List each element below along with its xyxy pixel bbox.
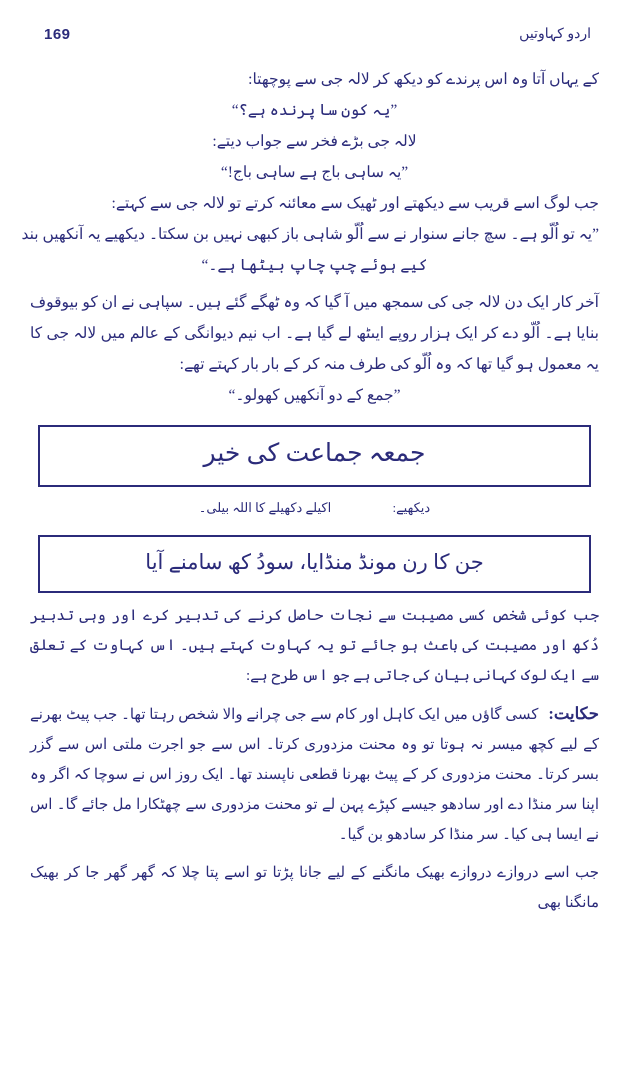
story-first-paragraph xyxy=(30,699,599,850)
cross-reference-value: اکیلے دکھیلے کا اللہ بیلی۔ xyxy=(198,500,332,515)
story-label: حکایت: xyxy=(548,704,599,723)
page-body xyxy=(21,64,599,918)
paragraph: آخر کار ایک دن لالہ جی کی سمجھ میں آ گیا کہ وہ ٹھگے گئے ہیں۔ سپاہی نے ان کو بیوقوف بنایا ہے۔ اُلّو دے کر ایک ہزار روپے ایںٹھ لے گیا ہے۔ اب نیم دیوانگی کے عالم میں لالہ جی کا یہ معمول ہو گیا تھا کہ وہ اُلّو کی طرف منہ کر کے بار بار کہتے تھے: xyxy=(30,294,599,373)
story-text: کسی گاؤں میں ایک کاہل اور کام سے جی چرانے والا شخص رہتا تھا۔ جب پیٹ بھرنے کے لیے کچھ میسر نہ ہوتا تو وہ محنت مزدوری کرتا۔ اس سے جو اجرت ملتی اس سے گزر بسر کرتا۔ محنت مزدوری کر کے پیٹ بھرنا قطعی ناپسند تھا۔ ایک روز اس نے سوچا کہ اگر وہ اپنا سر منڈا دے اور سادھو جیسے کپڑے پہن لے تو محنت مزدوری سے چھٹکارا مل جائے گا۔ اس نے ایسا ہی کیا۔ سر منڈا کر سادھو بن گیا۔ xyxy=(30,707,599,843)
quoted-line: ”یہ کون سا پرندہ ہے؟“ xyxy=(231,102,398,119)
text-line: ”یہ تو اُلّو ہے۔ سچ جانے سنوار نے سے اُلّو شاہی باز کبھی نہیں بن سکتا۔ دیکھیے یہ آنکھیں بند xyxy=(21,226,599,243)
proverb-heading-box-1 xyxy=(38,425,591,487)
story-second-paragraph: جب اسے دروازے دروازے بھیک مانگنے کے لیے جانا پڑتا تو اسے پتا چلا کہ گھر گھر جا کر بھیک مانگنا بھی xyxy=(30,865,599,911)
proverb-title: جن کا رن مونڈ منڈایا، سودُ کھ سامنے آیا xyxy=(145,550,484,574)
text-line: کیے ہوئے چپ چاپ بیٹھا ہے۔“ xyxy=(201,257,428,274)
proverb-heading-box-2 xyxy=(38,535,591,593)
cross-reference xyxy=(30,495,599,521)
cross-reference-label: دیکھیے: xyxy=(392,500,431,515)
proverb-title: جمعہ جماعت کی خیر xyxy=(203,440,426,467)
proverb-explanation: جب کوئی شخص کسی مصیبت سے نجات حاصل کرنے کی تدبیر کرے اور وہی تدبیر دُکھ اور مصیبت کی باعث ہو جائے تو یہ کہاوت کہتے ہیں۔ اس کہاوت کے تعلق سے ایک لوک کہانی بیان کی جاتی ہے جو اس طرح ہے: xyxy=(30,608,599,684)
text-line: لالہ جی بڑے فخر سے جواب دیتے: xyxy=(212,133,417,150)
quoted-line: ”یہ ساہی باج ہے ساہی باج!“ xyxy=(220,164,409,181)
text-line: کے یہاں آتا وہ اس پرندے کو دیکھ کر لالہ جی سے پوچھتا: xyxy=(248,71,599,88)
page-number: 169 xyxy=(44,26,71,43)
book-title: اردو کہاوتیں xyxy=(519,27,591,42)
quoted-line: ”جمع کے دو آنکھیں کھولو۔“ xyxy=(228,387,401,404)
text-line: جب لوگ اسے قریب سے دیکھتے اور ٹھیک سے معائنہ کرتے تو لالہ جی سے کہتے: xyxy=(111,195,599,212)
page-header xyxy=(30,26,599,60)
